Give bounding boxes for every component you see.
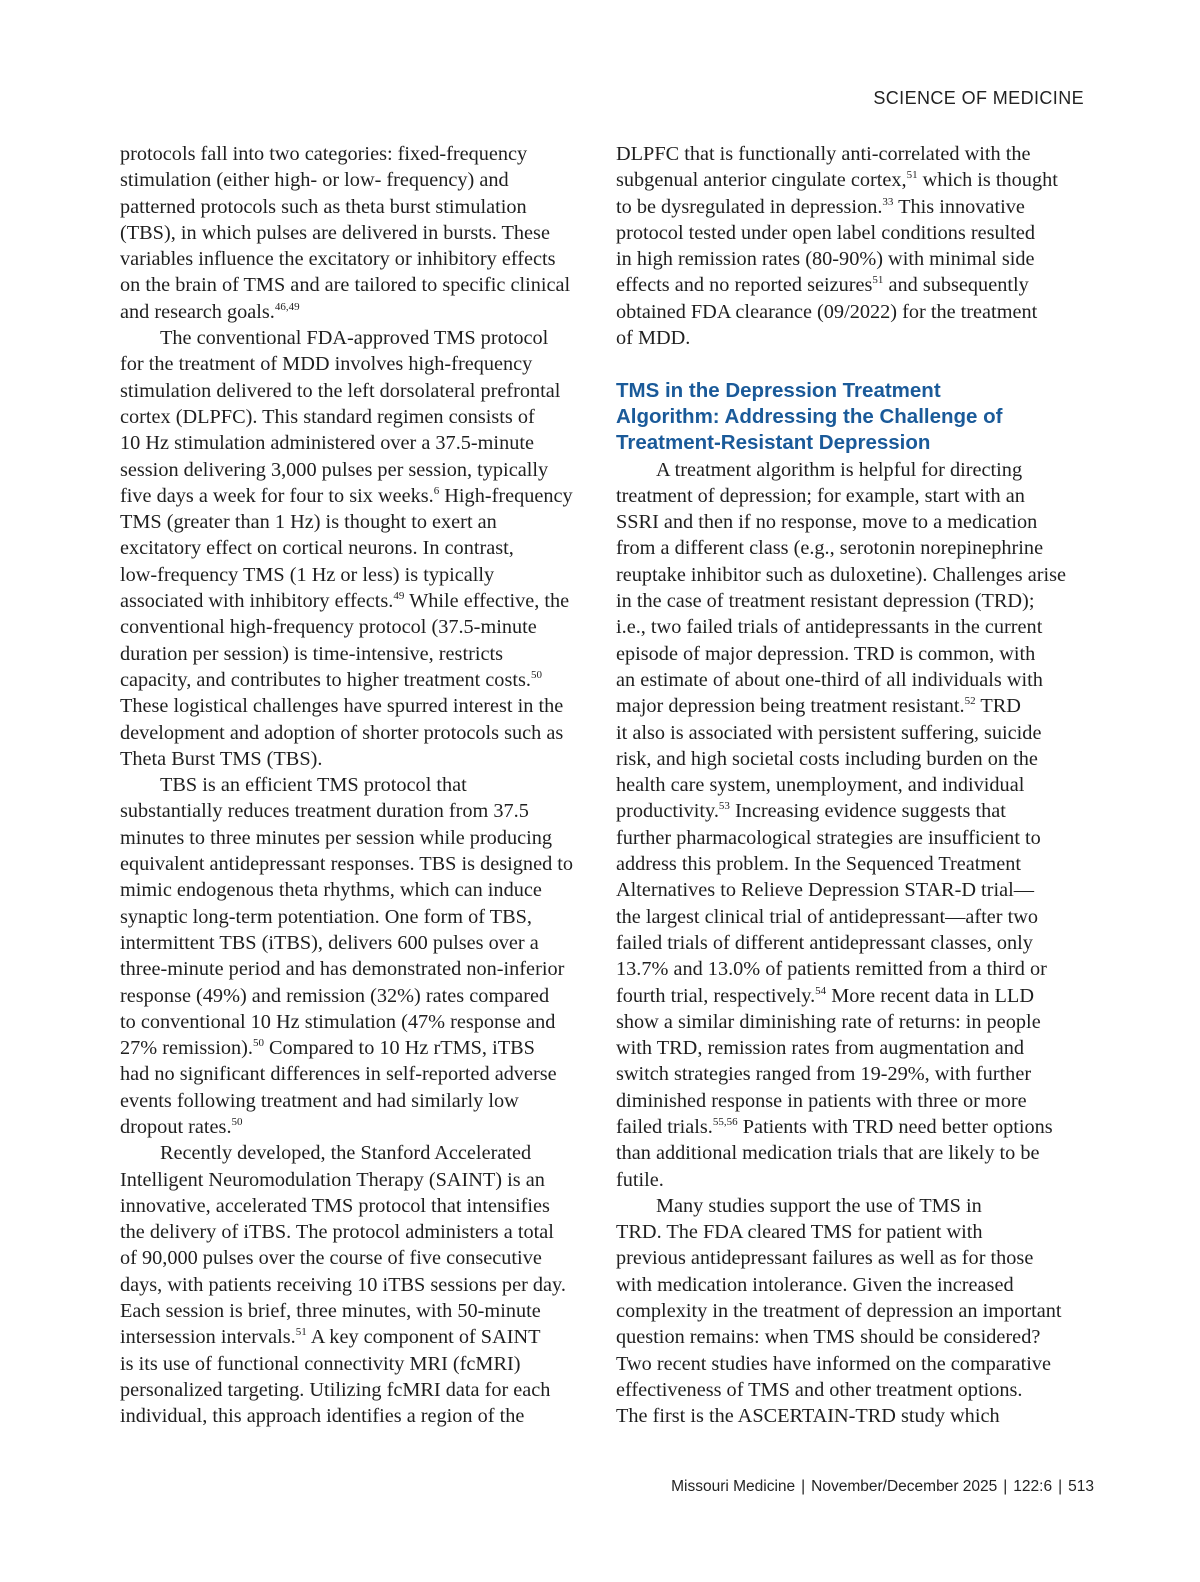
line-text: health care system, unemployment, and individual — [616, 774, 1025, 797]
line-text: Alternatives to Relieve Depression STAR-D trial— — [616, 879, 1034, 902]
text-line — [120, 299, 602, 325]
line-text: synaptic long-term potentiation. One form of TBS, — [120, 905, 532, 928]
text-line — [616, 1193, 1094, 1219]
text-line — [120, 351, 602, 377]
text-line — [616, 588, 1094, 614]
line-text: on the brain of TMS and are tailored to specific clinical — [120, 274, 571, 297]
line-text: in high remission rates (80-90%) with minimal side — [616, 248, 1035, 271]
line-text: These logistical challenges have spurred interest in the — [120, 695, 564, 718]
line-text: it also is associated with persistent suffering, suicide — [616, 721, 1042, 744]
line-text: question remains: when TMS should be considered? — [616, 1326, 1041, 1349]
text-line — [120, 588, 602, 614]
citation-superscript: 55,56 — [712, 1115, 738, 1128]
line-text: reuptake inhibitor such as duloxetine). Challenges arise — [616, 563, 1067, 586]
text-line — [616, 1219, 1094, 1245]
text-line — [120, 1377, 602, 1403]
line-text: TMS in the Depression Treatment — [616, 378, 941, 402]
line-text: and research goals. — [120, 300, 275, 323]
text-line — [120, 1009, 602, 1035]
text-line — [120, 956, 602, 982]
text-line — [616, 983, 1094, 1009]
text-line — [120, 825, 602, 851]
line-text: stimulation delivered to the left dorsolateral prefrontal — [120, 379, 561, 402]
line-text: an estimate of about one-third of all individuals with — [616, 668, 1043, 691]
text-line — [616, 1035, 1094, 1061]
line-text: effects and no reported seizures — [616, 274, 873, 297]
text-line — [616, 1351, 1094, 1377]
line-text: further pharmacological strategies are insufficient to — [616, 826, 1041, 849]
text-line — [120, 667, 602, 693]
text-line — [120, 614, 602, 640]
text-line — [120, 1061, 602, 1087]
line-text: minutes to three minutes per session while producing — [120, 826, 553, 849]
line-text: conventional high-frequency protocol (37.5-minute — [120, 616, 537, 639]
text-line — [120, 641, 602, 667]
text-line — [120, 167, 602, 193]
line-text-continued: Compared to 10 Hz rTMS, iTBS — [263, 1037, 535, 1060]
paragraph-spacer — [616, 351, 1094, 377]
line-text: had no significant differences in self-reported adverse — [120, 1063, 557, 1086]
text-line — [616, 535, 1094, 561]
section-heading-line — [616, 430, 1094, 456]
line-text: capacity, and contributes to higher treatment costs. — [120, 668, 531, 691]
line-text-continued: High-frequency — [439, 484, 573, 507]
line-text: Theta Burst TMS (TBS). — [120, 747, 323, 770]
line-text: than additional medication trials that are likely to be — [616, 1142, 1040, 1165]
line-text: Many studies support the use of TMS in — [656, 1194, 982, 1217]
line-text: stimulation (either high- or low- frequency) and — [120, 169, 509, 192]
line-text: futile. — [616, 1168, 664, 1191]
line-text: diminished response in patients with three or more — [616, 1089, 1027, 1112]
line-text: Two recent studies have informed on the comparative — [616, 1352, 1052, 1375]
line-text: in the case of treatment resistant depression (TRD); — [616, 590, 1035, 613]
text-line — [120, 746, 602, 772]
journal-name: Missouri Medicine — [671, 1478, 796, 1495]
line-text: protocol tested under open label conditions resulted — [616, 221, 1036, 244]
text-line — [120, 904, 602, 930]
text-line — [616, 614, 1094, 640]
text-line — [616, 693, 1094, 719]
line-text: personalized targeting. Utilizing fcMRI data for each — [120, 1378, 551, 1401]
text-line — [120, 1035, 602, 1061]
text-line — [616, 746, 1094, 772]
section-label: SCIENCE OF MEDICINE — [873, 88, 1084, 108]
left-column — [120, 141, 602, 1430]
text-line — [616, 851, 1094, 877]
footer-separator: | — [1058, 1478, 1063, 1495]
footer-separator: | — [1003, 1478, 1008, 1495]
text-line — [120, 562, 602, 588]
line-text: complexity in the treatment of depression an important — [616, 1300, 1062, 1323]
line-text: to be dysregulated in depression. — [616, 195, 883, 218]
line-text-continued: While effective, the — [404, 590, 570, 613]
line-text: TBS is an efficient TMS protocol that — [160, 774, 467, 797]
line-text: innovative, accelerated TMS protocol that intensifies — [120, 1194, 550, 1217]
text-line — [616, 457, 1094, 483]
text-line — [616, 246, 1094, 272]
issue-date: November/December 2025 — [811, 1478, 998, 1495]
line-text: with TRD, remission rates from augmentation and — [616, 1037, 1024, 1060]
text-line — [120, 1298, 602, 1324]
line-text: The conventional FDA-approved TMS protocol — [160, 327, 549, 350]
citation-superscript: 46,49 — [274, 300, 300, 313]
citation-superscript: 51 — [906, 169, 918, 182]
section-heading-line — [616, 404, 1094, 430]
line-text: equivalent antidepressant responses. TBS is designed to — [120, 853, 574, 876]
line-text: DLPFC that is functionally anti-correlated with the — [616, 143, 1031, 165]
line-text: 10 Hz stimulation administered over a 37.5-minute — [120, 432, 534, 455]
line-text: associated with inhibitory effects. — [120, 590, 394, 613]
line-text: substantially reduces treatment duration from 37.5 — [120, 800, 529, 823]
text-line — [120, 851, 602, 877]
text-line — [120, 798, 602, 824]
text-line — [616, 904, 1094, 930]
citation-superscript: 6 — [433, 484, 440, 497]
line-text: Intelligent Neuromodulation Therapy (SAINT) is an — [120, 1168, 545, 1191]
line-text: mimic endogenous theta rhythms, which can induce — [120, 879, 542, 902]
line-text: TMS (greater than 1 Hz) is thought to exert an — [120, 511, 497, 534]
line-text: (TBS), in which pulses are delivered in bursts. These — [120, 221, 550, 244]
citation-superscript: 54 — [815, 984, 827, 997]
page-footer — [671, 1478, 1094, 1496]
line-text: response (49%) and remission (32%) rates compared — [120, 984, 550, 1007]
text-line — [120, 1272, 602, 1298]
footer-separator: | — [801, 1478, 806, 1495]
line-text: of 90,000 pulses over the course of five consecutive — [120, 1247, 542, 1270]
line-text: 27% remission). — [120, 1037, 253, 1060]
text-line — [616, 167, 1094, 193]
text-line — [616, 798, 1094, 824]
line-text: previous antidepressant failures as well as for those — [616, 1247, 1034, 1270]
text-line — [120, 483, 602, 509]
line-text: treatment of depression; for example, start with an — [616, 484, 1025, 507]
line-text: 13.7% and 13.0% of patients remitted from a third or — [616, 958, 1047, 981]
line-text-continued: This innovative — [893, 195, 1025, 218]
text-line — [120, 1245, 602, 1271]
line-text: risk, and high societal costs including burden on the — [616, 747, 1038, 770]
text-line — [616, 483, 1094, 509]
text-line — [616, 1403, 1094, 1429]
line-text: intersession intervals. — [120, 1326, 296, 1349]
text-line — [616, 930, 1094, 956]
line-text: Algorithm: Addressing the Challenge of — [616, 404, 1003, 428]
text-line — [120, 1324, 602, 1350]
text-line — [616, 272, 1094, 298]
line-text: address this problem. In the Sequenced Treatment — [616, 853, 1021, 876]
text-line — [616, 667, 1094, 693]
text-line — [120, 877, 602, 903]
text-line — [616, 1167, 1094, 1193]
text-line — [616, 1298, 1094, 1324]
citation-superscript: 53 — [718, 800, 730, 813]
line-text: variables influence the excitatory or inhibitory effects — [120, 248, 556, 271]
text-line — [616, 562, 1094, 588]
line-text: excitatory effect on cortical neurons. In contrast, — [120, 537, 514, 560]
text-line — [616, 825, 1094, 851]
line-text: of MDD. — [616, 327, 691, 350]
citation-superscript: 50 — [530, 668, 542, 681]
line-text: is its use of functional connectivity MRI (fcMRI) — [120, 1352, 521, 1375]
text-line — [616, 1061, 1094, 1087]
text-line — [616, 299, 1094, 325]
line-text: from a different class (e.g., serotonin norepinephrine — [616, 537, 1044, 560]
text-line — [616, 509, 1094, 535]
text-line — [616, 194, 1094, 220]
text-line — [120, 1167, 602, 1193]
line-text: protocols fall into two categories: fixed-frequency — [120, 143, 528, 165]
text-line — [616, 1245, 1094, 1271]
line-text: duration per session) is time-intensive, restricts — [120, 642, 504, 665]
line-text: obtained FDA clearance (09/2022) for the treatment — [616, 300, 1038, 323]
line-text: productivity. — [616, 800, 719, 823]
citation-superscript: 33 — [882, 195, 894, 208]
line-text: intermittent TBS (iTBS), delivers 600 pulses over a — [120, 931, 539, 954]
text-line — [120, 220, 602, 246]
line-text: Each session is brief, three minutes, with 50-minute — [120, 1300, 541, 1323]
line-text: major depression being treatment resistant. — [616, 695, 965, 718]
citation-superscript: 51 — [295, 1326, 307, 1339]
text-line — [120, 272, 602, 298]
text-line — [616, 877, 1094, 903]
right-column — [616, 141, 1094, 1430]
text-line — [120, 404, 602, 430]
text-line — [120, 1193, 602, 1219]
text-line — [616, 772, 1094, 798]
line-text-continued: Increasing evidence suggests that — [729, 800, 1006, 823]
line-text: with medication intolerance. Given the increased — [616, 1273, 1014, 1296]
text-line — [120, 1219, 602, 1245]
text-line — [120, 141, 602, 167]
line-text: development and adoption of shorter protocols such as — [120, 721, 564, 744]
line-text: individual, this approach identifies a region of the — [120, 1405, 525, 1428]
line-text: TRD. The FDA cleared TMS for patient with — [616, 1221, 983, 1244]
line-text: failed trials of different antidepressant classes, only — [616, 931, 1033, 954]
line-text: subgenual anterior cingulate cortex, — [616, 169, 907, 192]
text-line — [616, 220, 1094, 246]
line-text: The first is the ASCERTAIN-TRD study which — [616, 1405, 1000, 1428]
text-line — [616, 956, 1094, 982]
line-text: five days a week for four to six weeks. — [120, 484, 434, 507]
text-line — [616, 641, 1094, 667]
line-text: A treatment algorithm is helpful for directing — [656, 458, 1023, 481]
line-text: Treatment-Resistant Depression — [616, 431, 931, 455]
text-line — [120, 246, 602, 272]
text-line — [120, 378, 602, 404]
line-text: i.e., two failed trials of antidepressants in the current — [616, 616, 1043, 639]
text-line — [120, 1351, 602, 1377]
text-line — [616, 720, 1094, 746]
line-text: episode of major depression. TRD is common, with — [616, 642, 1036, 665]
text-line — [616, 1009, 1094, 1035]
text-line — [120, 1088, 602, 1114]
text-line — [120, 983, 602, 1009]
text-line — [120, 1114, 602, 1140]
line-text: fourth trial, respectively. — [616, 984, 816, 1007]
text-line — [120, 693, 602, 719]
text-line — [616, 141, 1094, 167]
line-text: low-frequency TMS (1 Hz or less) is typically — [120, 563, 495, 586]
volume-number: 122:6 — [1013, 1478, 1053, 1495]
line-text: Recently developed, the Stanford Accelerated — [160, 1142, 532, 1165]
line-text: cortex (DLPFC). This standard regimen consists of — [120, 405, 535, 428]
text-line — [120, 325, 602, 351]
text-line — [120, 772, 602, 798]
line-text: the delivery of iTBS. The protocol administers a total — [120, 1221, 554, 1244]
text-line — [120, 1140, 602, 1166]
citation-superscript: 49 — [393, 590, 405, 603]
line-text: dropout rates. — [120, 1115, 232, 1138]
line-text: switch strategies ranged from 19-29%, with further — [616, 1063, 1032, 1086]
text-line — [616, 1140, 1094, 1166]
text-line — [616, 1114, 1094, 1140]
line-text-continued: Patients with TRD need better options — [737, 1115, 1053, 1138]
citation-superscript: 51 — [872, 274, 884, 287]
text-line — [120, 457, 602, 483]
text-line — [616, 1324, 1094, 1350]
line-text: show a similar diminishing rate of returns: in people — [616, 1010, 1041, 1033]
text-line — [120, 930, 602, 956]
line-text-continued: A key component of SAINT — [306, 1326, 541, 1349]
line-text: failed trials. — [616, 1115, 713, 1138]
text-line — [616, 1377, 1094, 1403]
line-text: effectiveness of TMS and other treatment options. — [616, 1378, 1023, 1401]
line-text: patterned protocols such as theta burst stimulation — [120, 195, 527, 218]
line-text: events following treatment and had similarly low — [120, 1089, 519, 1112]
text-line — [120, 194, 602, 220]
page-number: 513 — [1068, 1478, 1094, 1495]
line-text-continued: which is thought — [917, 169, 1058, 192]
line-text: session delivering 3,000 pulses per session, typically — [120, 458, 549, 481]
line-text: for the treatment of MDD involves high-frequency — [120, 353, 533, 376]
section-heading-line — [616, 378, 1094, 404]
text-line — [616, 1272, 1094, 1298]
citation-superscript: 50 — [231, 1115, 243, 1128]
line-text: to conventional 10 Hz stimulation (47% response and — [120, 1010, 556, 1033]
line-text: three-minute period and has demonstrated non-inferior — [120, 958, 565, 981]
line-text-continued: More recent data in LLD — [826, 984, 1034, 1007]
text-line — [120, 430, 602, 456]
line-text: days, with patients receiving 10 iTBS sessions per day. — [120, 1273, 566, 1296]
line-text: SSRI and then if no response, move to a medication — [616, 511, 1038, 534]
text-line — [120, 509, 602, 535]
text-line — [616, 1088, 1094, 1114]
line-text-continued: and subsequently — [883, 274, 1029, 297]
line-text: the largest clinical trial of antidepressant—after two — [616, 905, 1038, 928]
line-text-continued: TRD — [975, 695, 1021, 718]
text-line — [120, 720, 602, 746]
text-line — [120, 535, 602, 561]
text-line — [120, 1403, 602, 1429]
citation-superscript: 50 — [252, 1037, 264, 1050]
citation-superscript: 52 — [964, 695, 976, 708]
text-line — [616, 325, 1094, 351]
